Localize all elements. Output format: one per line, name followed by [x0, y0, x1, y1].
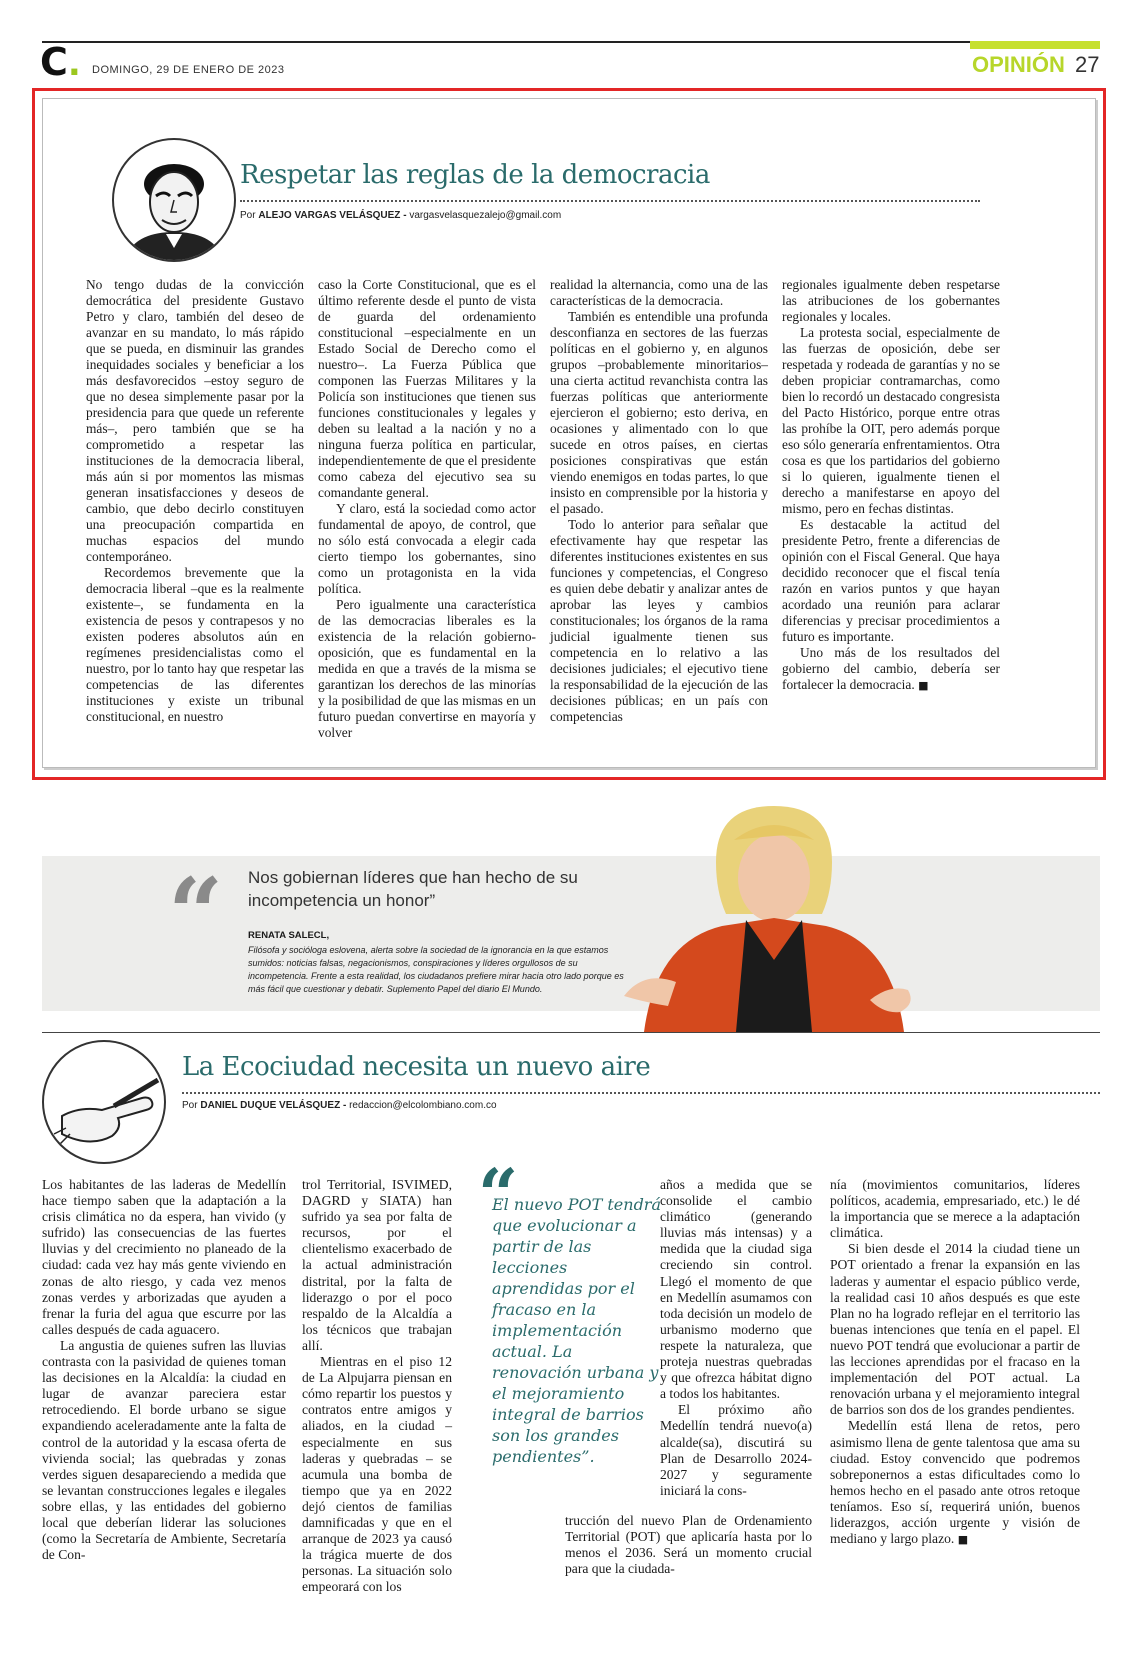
paragraph: caso la Corte Constitucional, que es el último referente desde el punto de vista de guarda del ordenamiento constitucional –especialmente en un Estado Social de Derecho como el nuestro–. La Fuerza Pública que componen las Fuerzas Militares y la Policía son instituciones que tienen sus funciones constitucionales y legales y deben su lealtad a la nación y no a ninguna fuerza política en particular, independientemente de que el presidente como cabeza del ejecutivo sea su comandante general.: [318, 277, 536, 500]
page-number: 27: [1075, 52, 1100, 77]
paragraph: No tengo dudas de la convicción democrática del presidente Gustavo Petro y claro, también del deseo de avanzar en su mandato, lo más rápido que se pueda, en disminuir las grandes inequidades sociales y beneficiar a los más desfavorecidos –estoy seguro de que no desea simplemente pasar por la presidencia para que quede un referente más–, pero también que se ha comprometido a respetar las instituciones de la democracia liberal, más aún si por momentos las mismas generan insatisfacciones y deseos de cambio, que debo decirlo constituyen una preocupación compartida en muchas espacios del mundo contemporáneo.: [86, 277, 304, 564]
paragraph: Pero igualmente una característica de las democracias liberales es la existencia de la relación gobierno-oposición, que es fundamental en la medida en que a través de la misma se garantizan los derechos de las minorías y la posibilidad de que las mismas en un futuro puedan convertirse en mayoría y volver: [318, 597, 536, 740]
issue-date: DOMINGO, 29 DE ENERO DE 2023: [92, 64, 285, 76]
paragraph: Recordemos brevemente que la democracia liberal –que es la realmente existente–, se fundamenta en la existencia de pesos y contrapesos y no existen poderes absolutos aún en regímenes presidencialistas como el nuestro, por lo tanto hay que respetar las competencias de las diferentes instituciones y existe un tribunal constitucional, en nuestro: [86, 565, 304, 724]
article-byline: Por DANIEL DUQUE VELÁSQUEZ - redaccion@elcolombiano.com.co: [182, 1100, 497, 1111]
paragraph: El próximo año Medellín tendrá nuevo(a) alcalde(sa), discutirá su Plan de Desarrollo 2024-2027 y seguramente iniciará la cons-: [660, 1402, 812, 1498]
headline-divider: [182, 1092, 1100, 1094]
author-portrait-alejo: [112, 138, 236, 262]
section-accent-bar: [970, 41, 1100, 49]
section-separator: [42, 1032, 1100, 1033]
featured-quote: Nos gobiernan líderes que han hecho de su incompetencia un honor”: [248, 868, 578, 910]
author-email[interactable]: redaccion@elcolombiano.com.co: [349, 1100, 497, 1111]
paragraph: trucción del nuevo Plan de Ordenamiento Territorial (POT) que aplicaría hasta por lo menos el 2036. Será un momento crucial para que la ciudada-: [565, 1513, 812, 1577]
quote-author-description: Filósofa y socióloga eslovena, alerta sobre la sociedad de la ignorancia en la que estamos sumidos: noticias falsas, negacionismos, conspiraciones y líderes orgullosos de su incompetencia. Frente a esta realidad, los ciudadanos prefiere mirar hacia otro lado porque es más fácil que cuestionar y debatir. Suplemento Papel del diario El Mundo.: [248, 945, 624, 994]
pull-quote-mark-icon: “: [478, 1153, 519, 1236]
paragraph: La protesta social, especialmente de las fuerzas de oposición, debe ser respetada y rodeada de garantías y no se deben propiciar contramarchas, como bien lo recordó un destacado congresista del Pacto Histórico, porque entre otras las prohíbe la OIT, pero además porque eso sólo generaría enfrentamientos. Otra cosa es que los partidarios del gobierno si lo quieren, igualmente tienen el derecho a manifestarse en apoyo del mismo, pero en fechas distintas.: [782, 325, 1000, 516]
article-column-4: [830, 1177, 1080, 1548]
paragraph: realidad la alternancia, como una de las características de la democracia.: [550, 277, 768, 308]
headline-divider: [240, 200, 980, 202]
speaker-illustration: [620, 800, 920, 1032]
newspaper-logo[interactable]: C.: [40, 40, 81, 84]
portrait-illustration: [114, 140, 234, 260]
paragraph: Los habitantes de las laderas de Medellín hace tiempo saben que la adaptación a la crisis climática no da espera, han vivido (y sufrido) las consecuencias de las fuertes lluvias y del crecimiento no planeado de la ciudad: cada vez hay más gente viviendo en zonas de alto riesgo, y cada vez menos zonas verdes y arborizadas que ayuden a frenar la furia del agua que escurre por las calles después de cada aguacero.: [42, 1177, 286, 1337]
hand-with-pen-illustration: [44, 1042, 164, 1162]
quote-author-name: RENATA SALECL,: [248, 930, 330, 941]
top-rule: [42, 41, 1100, 43]
author-email[interactable]: vargasvelasquezalejo@gmail.com: [409, 210, 562, 221]
article-column-4: [782, 277, 1000, 694]
article-column-2: [302, 1177, 452, 1595]
quote-mark-icon: “: [168, 857, 224, 970]
paragraph: regionales igualmente deben respetarse las atribuciones de los gobernantes regionales y locales.: [782, 277, 1000, 324]
article-headline: Respetar las reglas de la democracia: [240, 160, 710, 190]
paragraph: trol Territorial, ISVIMED, DAGRD y SIATA) han sufrido ya sea por falta de recursos, por el clientelismo exacerbado de la actual administración distrital, por la falta de liderazgo o por el poco respaldo de la Alcaldía a los técnicos que trabajan allí.: [302, 1177, 452, 1353]
spanning-paragraph: [565, 1513, 812, 1577]
article-column-3: [550, 277, 768, 725]
paragraph: Todo lo anterior para señalar que efectivamente hay que respetar las diferentes instituciones existentes en sus funciones y competencias, el Congreso es quien debe debatir y analizar antes de aprobar las leyes y cambios constitucionales; los órganos de la rama judicial igualmente tienen sus competencia en lo relativo a las decisiones judiciales; el ejecutivo tiene la responsabilidad de la ejecución de las decisiones públicas; en un país con competencias: [550, 517, 768, 724]
end-mark: ■: [957, 1533, 969, 1547]
paragraph: años a medida que se consolide el cambio climático (generando lluvias más intensas) y a medida que la ciudad siga creciendo sin control. Llegó el momento de que en Medellín asumamos con toda decisión un modelo de urbanismo moderno que respete la naturaleza, que proteja nuestras quebradas y que ofrezca hábitat digno a todos los habitantes.: [660, 1177, 812, 1402]
article-column-1: [86, 277, 304, 725]
paragraph: Uno más de los resultados del gobierno del cambio, debería ser fortalecer la democracia. ■: [782, 645, 1000, 692]
paragraph: nía (movimientos comunitarios, líderes políticos, academia, empresariado, etc.) le dé la importancia que se merece a la adaptación climática.: [830, 1177, 1080, 1241]
article-column-1: [42, 1177, 286, 1563]
end-mark: ■: [918, 679, 929, 692]
paragraph: También es entendible una profunda desconfianza en sectores de las fuerzas políticas en el gobierno y, en algunos grupos –probablemente minoritarios– una cierta actitud revanchista contra las fuerzas políticas que anteriormente ejercieron el gobierno; esto deriva, en ocasiones y alimentado con lo que sucede en otros países, en ciertas posiciones conspirativas que están viendo enemigos en todas partes, lo que insisto en comprensible por la historia y el pasado.: [550, 309, 768, 516]
article-column-2: [318, 277, 536, 741]
paragraph: Medellín está llena de retos, pero asimismo llena de gente talentosa que ama su ciudad. Estoy convencido que podremos sobreponernos a estas dificultades como lo hemos hecho en el pasado ante otros retoque teníamos. Eso sí, requerirá unión, buenos liderazgos, acción urgente y visión de mediano y largo plazo. ■: [830, 1418, 1080, 1547]
section-title: OPINIÓN: [972, 52, 1065, 77]
paragraph: Y claro, está la sociedad como actor fundamental de apoyo, de control, que no sólo está convocada a elegir cada cierto tiempo los gobernantes, sino como un protagonista en la vida política.: [318, 501, 536, 596]
paragraph: Es destacable la actitud del presidente Petro, frente a diferencias de opinión con el Fiscal General. Que haya decidido reconocer que el fiscal tenía razón en varios puntos y que hayan acordado una reunión para aclarar diferencias y precisar procedimientos a futuro es importante.: [782, 517, 1000, 644]
author-portrait-daniel: [42, 1040, 166, 1164]
article-byline: Por ALEJO VARGAS VELÁSQUEZ - vargasvelasquezalejo@gmail.com: [240, 210, 562, 221]
paragraph: Mientras en el piso 12 de La Alpujarra piensan en cómo repartir los puestos y contratos entre amigos y aliados, en la ciudad – especialmente en sus laderas y quebradas – se acumula una bomba de tiempo que ya en 2022 dejó cientos de familias damnificadas y que en el arranque de 2023 ya causó la trágica muerte de dos personas. La situación solo empeorará con los: [302, 1354, 452, 1595]
paragraph: La angustia de quienes sufren las lluvias contrasta con la pasividad de quienes toman las decisiones en la Alcaldía: la ciudad en lugar de avanzar pareciera estar retrocediendo. El borde urbano se sigue expandiendo aceleradamente ante la falta de control de la autoridad y la escasa oferta de vivienda social; las quebradas y zonas verdes siguen desapareciendo a medida que se levantan construcciones legales e ilegales sobre ellas, y las entidades del gobierno local que deberían liderar las soluciones (como la Secretaría de Ambiente, Secretaría de Con-: [42, 1337, 286, 1563]
speaker-photo: [620, 800, 920, 1032]
pull-quote: El nuevo POT tendrá que evolucionar a partir de las lecciones aprendidas por el fracaso en la implementación actual. La renovación urbana y el mejoramiento integral de barrios son los grandes pendientes”.: [492, 1195, 661, 1466]
article-headline: La Ecociudad necesita un nuevo aire: [182, 1052, 651, 1082]
paragraph: Si bien desde el 2014 la ciudad tiene un POT orientado a frenar la expansión en las laderas y aumentar el espacio público verde, la realidad casi 10 años después es que este Plan no ha logrado reflejar en el territorio las buenas intenciones que tenía en el papel. El nuevo POT tendrá que evolucionar a partir de las lecciones aprendidas por el fracaso en la implementación del POT actual. La renovación urbana y el mejoramiento integral de barrios son dos de los grandes pendientes.: [830, 1241, 1080, 1418]
article-column-3: [660, 1177, 812, 1499]
